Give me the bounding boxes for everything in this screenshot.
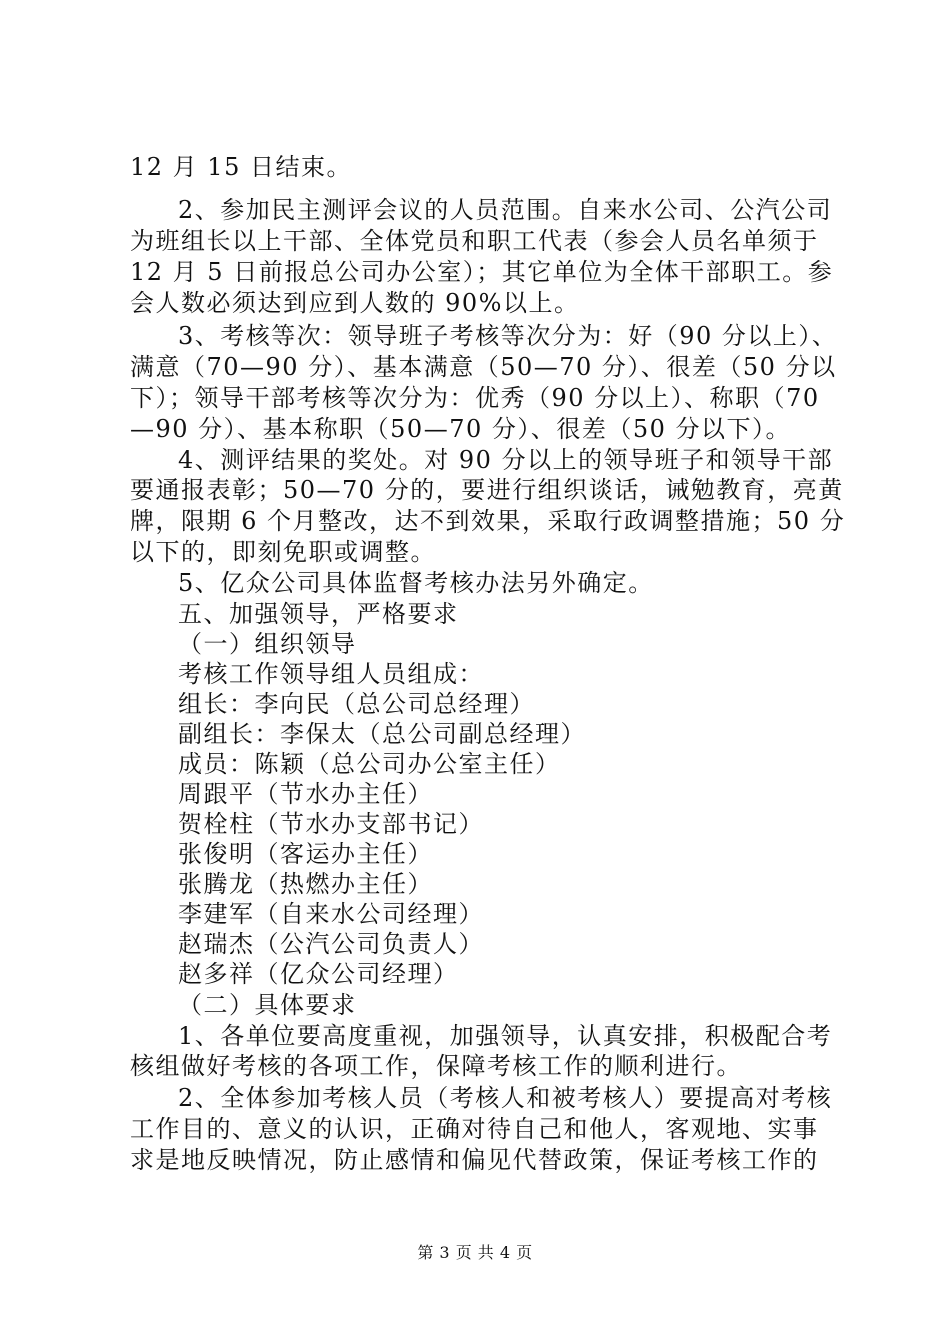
text-line: —90 分）、基本称职（50—70 分）、很差（50 分以下）。 bbox=[130, 415, 792, 443]
text-line: 求是地反映情况，防止感情和偏见代替政策，保证考核工作的 bbox=[130, 1146, 819, 1174]
text-line: 贺栓柱（节水办支部书记） bbox=[178, 810, 484, 838]
text-line: 牌，限期 6 个月整改，达不到效果，采取行政调整措施；50 分 bbox=[130, 507, 846, 535]
text-line: 核组做好考核的各项工作，保障考核工作的顺利进行。 bbox=[130, 1052, 742, 1080]
text-line: 赵瑞杰（公汽公司负责人） bbox=[178, 930, 484, 958]
text-line: 满意（70—90 分）、基本满意（50—70 分）、很差（50 分以 bbox=[130, 353, 837, 381]
text-line: 张俊明（客运办主任） bbox=[178, 840, 433, 868]
text-line: 下）；领导干部考核等次分为：优秀（90 分以上）、称职（70 bbox=[130, 384, 820, 412]
text-line: 赵多祥（亿众公司经理） bbox=[178, 960, 459, 988]
page-footer: 第 3 页 共 4 页 bbox=[417, 1243, 533, 1262]
text-line: （一）组织领导 bbox=[178, 630, 357, 658]
text-line: 要通报表彰；50—70 分的，要进行组织谈话，诫勉教育，亮黄 bbox=[130, 476, 844, 504]
text-line: 副组长：李保太（总公司副总经理） bbox=[178, 720, 586, 748]
text-line: 成员：陈颖（总公司办公室主任） bbox=[178, 750, 561, 778]
text-line: 1、各单位要高度重视，加强领导，认真安排，积极配合考 bbox=[178, 1022, 833, 1050]
text-line: 考核工作领导组人员组成： bbox=[178, 660, 484, 688]
text-line: 12 月 15 日结束。 bbox=[130, 153, 352, 181]
text-line: 4、测评结果的奖处。对 90 分以上的领导班子和领导干部 bbox=[178, 446, 834, 474]
text-line: 工作目的、意义的认识，正确对待自己和他人，客观地、实事 bbox=[130, 1115, 819, 1143]
text-line: （二）具体要求 bbox=[178, 991, 357, 1019]
text-line: 会人数必须达到应到人数的 90%以上。 bbox=[130, 289, 580, 317]
text-line: 五、加强领导，严格要求 bbox=[178, 600, 459, 628]
text-line: 3、考核等次：领导班子考核等次分为：好（90 分以上）、 bbox=[178, 322, 838, 350]
text-line: 以下的，即刻免职或调整。 bbox=[130, 538, 436, 566]
text-line: 组长：李向民（总公司总经理） bbox=[178, 690, 535, 718]
text-line: 为班组长以上干部、全体党员和职工代表（参会人员名单须于 bbox=[130, 227, 819, 255]
text-line: 5、亿众公司具体监督考核办法另外确定。 bbox=[178, 569, 654, 597]
text-line: 李建军（自来水公司经理） bbox=[178, 900, 484, 928]
text-line: 12 月 5 日前报总公司办公室）；其它单位为全体干部职工。参 bbox=[130, 258, 834, 286]
text-line: 2、参加民主测评会议的人员范围。自来水公司、公汽公司 bbox=[178, 196, 833, 224]
text-line: 2、全体参加考核人员（考核人和被考核人）要提高对考核 bbox=[178, 1084, 833, 1112]
text-line: 张腾龙（热燃办主任） bbox=[178, 870, 433, 898]
text-line: 周跟平（节水办主任） bbox=[178, 780, 433, 808]
